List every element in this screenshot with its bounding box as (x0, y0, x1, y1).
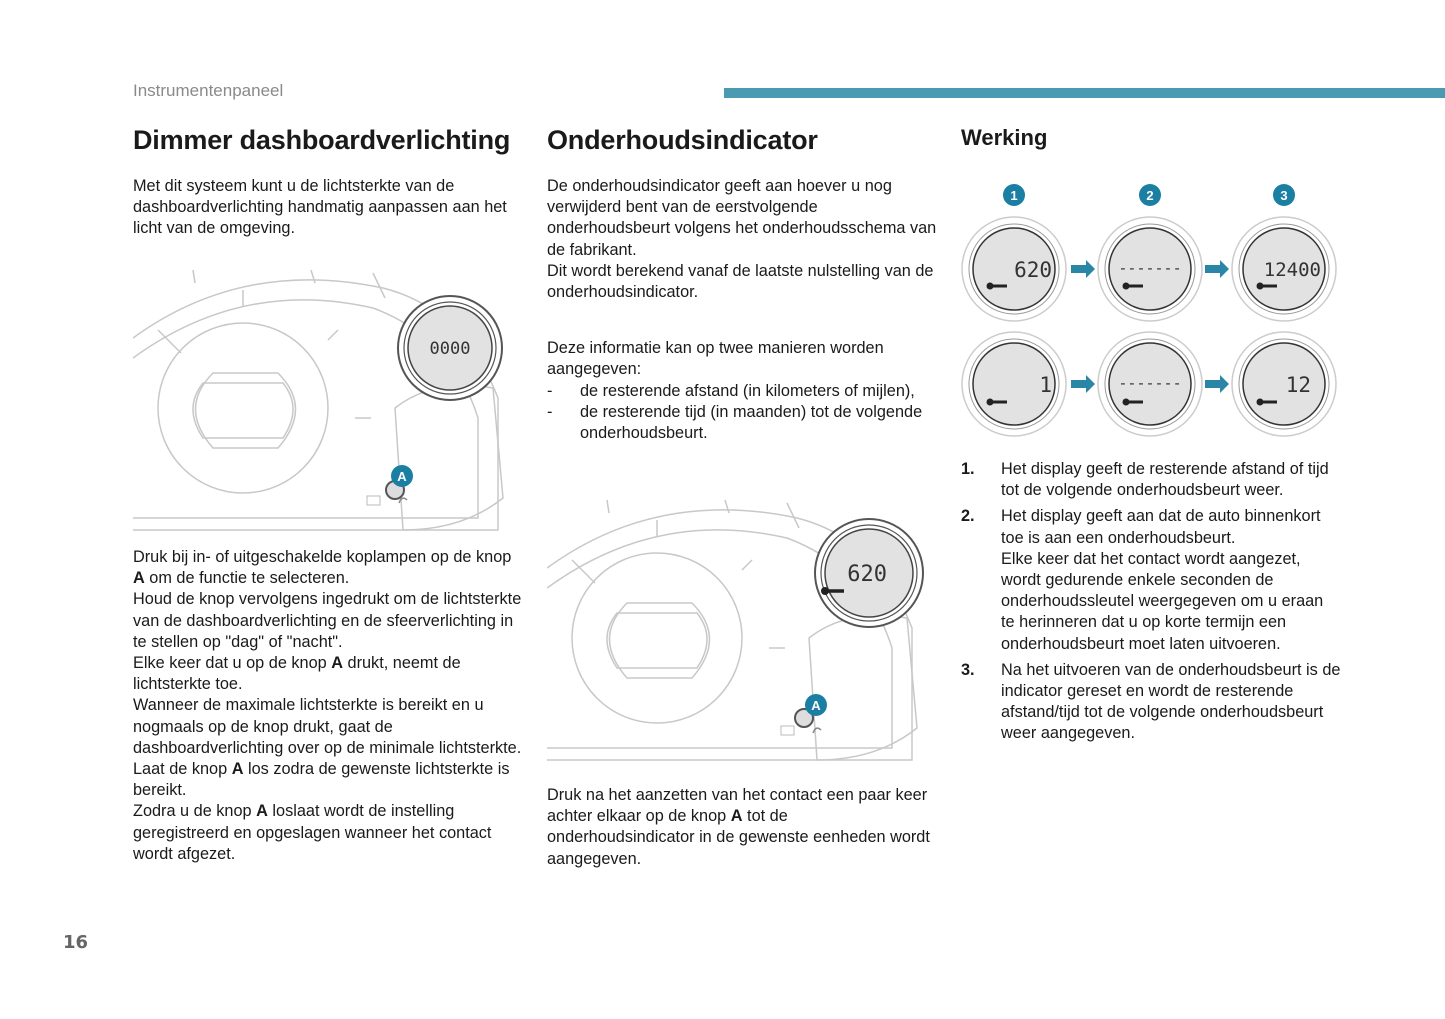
svg-text:2: 2 (1146, 188, 1154, 203)
maintenance-display-sequence (961, 178, 1341, 440)
svg-text:12: 12 (1285, 373, 1311, 397)
step-badge-2 (1139, 184, 1161, 206)
gauge-row2-1 (962, 332, 1066, 436)
gauge-row1-1 (962, 217, 1066, 321)
section-label: Instrumentenpaneel (133, 81, 284, 100)
dimmer-body-p1: Druk bij in- of uitgeschakelde koplampen op de knop A om de functie te selecteren. (133, 548, 512, 588)
operation-steps (961, 459, 1341, 750)
gauge-row2-2 (1098, 332, 1202, 436)
svg-text:12400: 12400 (1263, 259, 1321, 281)
svg-text:620: 620 (1014, 258, 1052, 282)
arrow-icon (1071, 375, 1095, 393)
arrow-icon (1205, 260, 1229, 278)
gauge-row2-3 (1232, 332, 1336, 436)
dashboard-illustration-maintenance (547, 498, 932, 763)
arrow-icon (1205, 375, 1229, 393)
dashboard-illustration-dimmer (133, 268, 518, 533)
list-item: 3. Na het uitvoeren van de onderhoudsbeurt is de indicator gereset en wordt de resterende afstand/tijd tot de volgende onderhoudsbeurt weer aangegeven. (961, 660, 1341, 743)
svg-text:-------: ------- (1118, 259, 1182, 277)
dimmer-body-p2: Houd de knop vervolgens ingedrukt om de lichtsterkte van de dashboardverlichting en de sfeerverlichting in te stellen op "dag" of "nacht". (133, 590, 522, 651)
lcd-display-value: 620 (847, 562, 887, 587)
list-item: - de resterende tijd (in maanden) tot de volgende onderhoudsbeurt. (547, 402, 923, 443)
button-a-label: A (397, 469, 407, 484)
operation-section (961, 120, 1361, 156)
button-a-label: A (811, 698, 821, 713)
dimmer-intro: Met dit systeem kunt u de lichtsterkte van de dashboardverlichting handmatig aanpassen aan het licht van de omgeving. (133, 177, 507, 238)
step-badge-3 (1273, 184, 1295, 206)
list-item: 1. Het display geeft de resterende afstand of tijd tot de volgende onderhoudsbeurt weer. (961, 460, 1329, 500)
dimmer-body-p5: Laat de knop A los zodra de gewenste lichtsterkte is bereikt. (133, 760, 510, 800)
svg-text:1: 1 (1010, 188, 1018, 203)
maintenance-section (547, 120, 937, 444)
step-badge-1 (1003, 184, 1025, 206)
header-accent-bar (724, 88, 1445, 98)
operation-title: Werking (961, 125, 1048, 150)
page-number: 16 (63, 932, 89, 953)
dimmer-section (133, 120, 523, 240)
maintenance-ways-list (547, 381, 937, 445)
arrow-icon (1071, 260, 1095, 278)
maintenance-title: Onderhoudsindicator (547, 125, 818, 155)
dimmer-body-p6: Zodra u de knop A loslaat wordt de instelling geregistreerd en opgeslagen wanneer het contact wordt afgezet. (133, 802, 492, 863)
dimmer-body (133, 547, 523, 865)
svg-text:3: 3 (1280, 188, 1288, 203)
svg-text:1: 1 (1039, 373, 1052, 397)
svg-text:-------: ------- (1118, 374, 1182, 392)
dimmer-title: Dimmer dashboardverlichting (133, 125, 511, 155)
list-item: 2. Het display geeft aan dat de auto binnenkort toe is aan een onderhoudsbeurt. Elke keer dat het contact wordt aangezet, wordt gedurende enkele seconden de onderhoudssleutel weergegeven om u eraan te herinneren dat u op korte termijn een onderhoudsbeurt moet laten uitvoeren. (961, 507, 1324, 653)
dimmer-body-p4: Wanneer de maximale lichtsterkte is bereikt en u nogmaals op de knop drukt, gaat de dashboardverlichting over op de minimale lichtsterkte. (133, 696, 522, 757)
maintenance-intro-2: Dit wordt berekend vanaf de laatste nulstelling van de onderhoudsindicator. (547, 261, 934, 302)
list-item: - de resterende afstand (in kilometers of mijlen), (547, 381, 915, 400)
maintenance-intro-1: De onderhoudsindicator geeft aan hoever u nog verwijderd bent van de eerstvolgende onderhoudsbeurt volgens het onderhoudsschema van de fabrikant. (547, 177, 937, 259)
gauge-row1-2 (1098, 217, 1202, 321)
lcd-display-value: 0000 (429, 339, 471, 359)
maintenance-instruction: Druk na het aanzetten van het contact een paar keer achter elkaar op de knop A tot de onderhoudsindicator in de gewenste eenheden wordt aangegeven. (547, 786, 930, 868)
dimmer-body-p3: Elke keer dat u op de knop A drukt, neemt de lichtsterkte toe. (133, 654, 461, 694)
gauge-row1-3 (1232, 217, 1336, 321)
maintenance-ways-intro: Deze informatie kan op twee manieren worden aangegeven: (547, 339, 884, 379)
